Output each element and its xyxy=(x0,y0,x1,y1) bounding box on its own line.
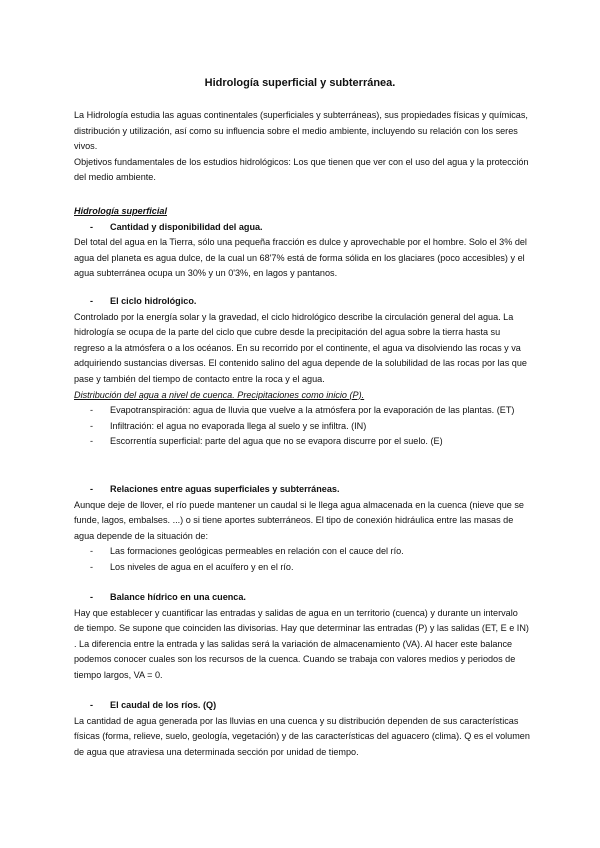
section-ciclo xyxy=(74,294,530,450)
list-item xyxy=(74,419,530,435)
dash-marker: - xyxy=(90,546,94,557)
s2-heading xyxy=(74,294,530,310)
dash-marker: - xyxy=(90,561,94,572)
s5-body: La cantidad de agua generada por las lluvias en una cuenca y su distribución dependen de sus características físicas (forma, relieve, suelo, geología, vegetación) y de las características del aguacero (clima). Q es el volumen de agua que atraviesa una determinada sección por unidad de tiempo. xyxy=(74,715,530,757)
intro-paragraph-2: Objetivos fundamentales de los estudios hidrológicos: Los que tienen que ver con el uso del agua y la protección del medio ambiente. xyxy=(74,156,529,183)
s3-heading xyxy=(74,482,530,498)
section-relaciones xyxy=(74,482,530,576)
document-title: Hidrología superficial y subterránea. xyxy=(204,77,396,89)
dash-marker: - xyxy=(90,700,94,710)
dash-marker: - xyxy=(90,420,94,431)
section-heading: Hidrología superficial xyxy=(74,206,167,216)
s2-list xyxy=(74,403,530,450)
s4-body: Hay que establecer y cuantificar las entradas y salidas de agua en un territorio (cuenca) y durante un intervalo de tiempo. Se supone que coinciden las divisorias. Hay que determinar las entradas (P) y las salidas (ET, E e IN) . La diferencia entre la entrada y las salidas será la variación de almacenamiento (VA). Al hacer este balance podemos conocer cuales son los recursos de la cuenca. Cuando se trabaja con valores medios y periodos de tiempo largos, VA = 0. xyxy=(74,607,529,680)
list-item xyxy=(74,434,530,450)
dash-marker: - xyxy=(90,405,94,416)
s3-list xyxy=(74,544,530,575)
dash-marker: - xyxy=(90,484,94,494)
list-item xyxy=(74,560,530,576)
intro-paragraph-1: La Hidrología estudia las aguas continentales (superficiales y subterráneas), sus propiedades físicas y químicas, distribución y utilización, así como su influencia sobre el medio ambiente, incluyendo su relación con los seres vivos. xyxy=(74,110,528,152)
s4-heading xyxy=(74,590,530,606)
s5-heading-text: El caudal de los ríos. (Q) xyxy=(110,700,217,710)
s3-body: Aunque deje de llover, el río puede mantener un caudal si le llega agua almacenada en la cuenca (nieve que se funde, lagos, embalses. ...) o si tiene aportes subterráneos. El tipo de conexión hidráulica entre las masas de agua depende de la situación de: xyxy=(74,499,524,541)
s2-heading-text: El ciclo hidrológico. xyxy=(110,296,197,306)
list-item-text: Infiltración: el agua no evaporada llega al suelo y se infiltra. (IN) xyxy=(110,420,367,431)
list-item-text: Las formaciones geológicas permeables en relación con el cauce del río. xyxy=(110,546,404,557)
s3-heading-text: Relaciones entre aguas superficiales y subterráneas. xyxy=(110,484,340,494)
dash-marker: - xyxy=(90,221,94,232)
s2-sublink: Distribución del agua a nivel de cuenca. Precipitaciones como inicio (P). xyxy=(74,389,365,400)
list-item xyxy=(74,544,530,560)
list-item-text: Evapotranspiración: agua de lluvia que vuelve a la atmósfera por la evaporación de las plantas. (ET) xyxy=(110,405,515,416)
section-balance xyxy=(74,590,530,684)
list-item-text: Escorrentía superficial: parte del agua que no se evapora discurre por el suelo. (E) xyxy=(110,436,443,447)
s4-heading-text: Balance hídrico en una cuenca. xyxy=(110,592,246,602)
list-item-text: Los niveles de agua en el acuífero y en el río. xyxy=(110,561,294,572)
section-hidrologia-superficial xyxy=(74,204,530,282)
dash-marker: - xyxy=(90,436,94,447)
dash-marker: - xyxy=(90,296,94,306)
s1-heading-text: Cantidad y disponibilidad del agua. xyxy=(110,221,263,232)
list-item xyxy=(74,403,530,419)
dash-marker: - xyxy=(90,592,94,602)
section-caudal xyxy=(74,698,530,760)
s1-heading xyxy=(74,220,530,236)
intro-block xyxy=(74,108,530,186)
s5-heading xyxy=(74,698,530,714)
s1-body: Del total del agua en la Tierra, sólo una pequeña fracción es dulce y aprovechable por el hombre. Solo el 3% del agua del planeta es agua dulce, de la cual un 68'7% está de forma sólida en los glaciares (poco accesibles) y el agua subterránea ocupa un 30% y un 0'3%, en lagos y pantanos. xyxy=(74,237,527,279)
s2-body: Controlado por la energía solar y la gravedad, el ciclo hidrológico describe la circulación general del agua. La hidrología se ocupa de la parte del ciclo que cubre desde la precipitación del agua sobre la tierra hasta su regreso a la atmósfera o a los océanos. En su recorrido por el continente, el agua va disolviendo las rocas y va adquiriendo sustancias diversas. El contenido salino del agua depende de la solubilidad de las rocas por las que pase y también del tiempo de contacto entre la roca y el agua. xyxy=(74,311,527,384)
